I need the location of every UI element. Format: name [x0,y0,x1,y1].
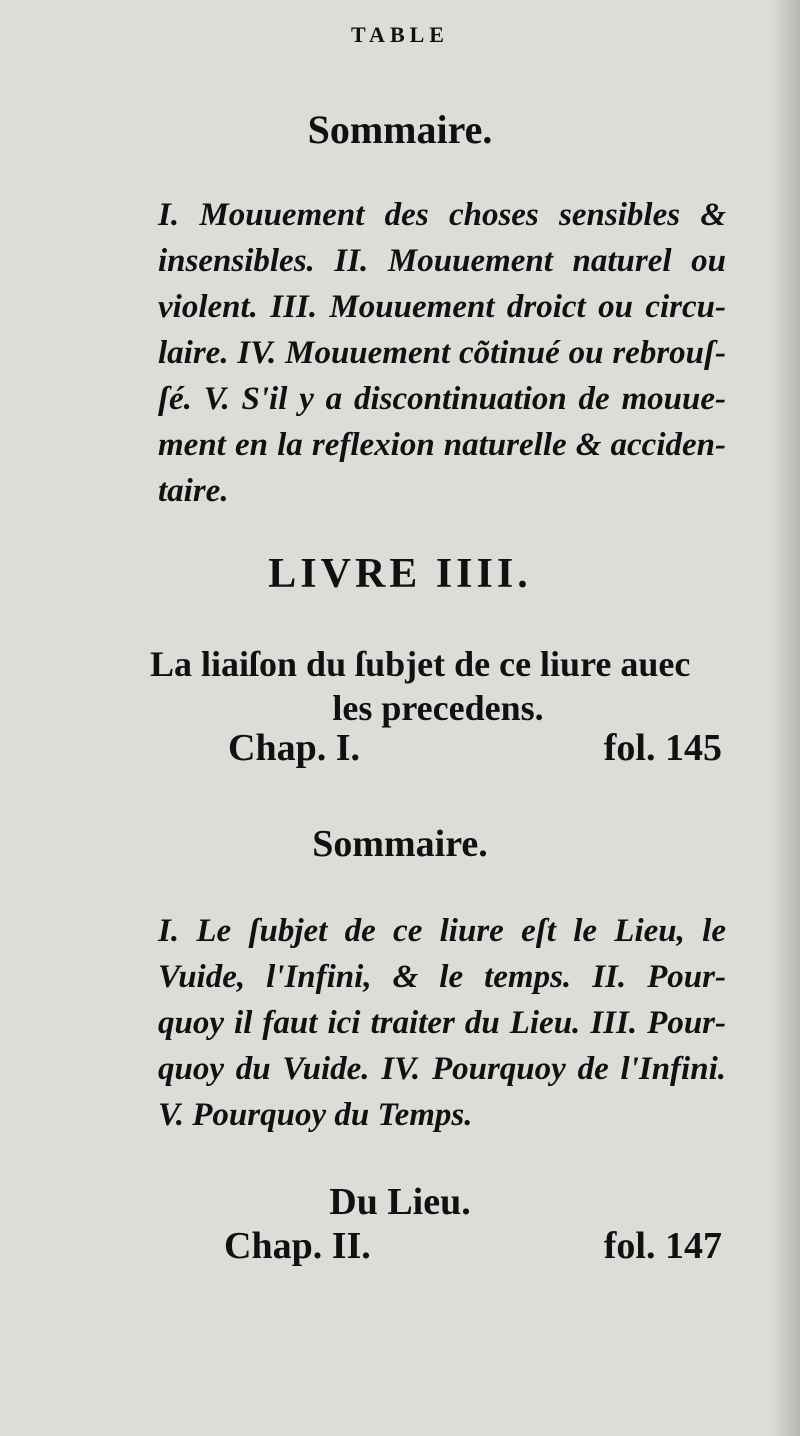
chapter-1-label: Chap. I. [228,727,360,769]
summary-text-2 [158,908,726,1138]
summary-1-line: ſé. V. S'il y a discontinuation de mouue- [158,381,726,417]
summary-2-line: quoy du Vuide. IV. Pourquoy de l'Infini. [158,1051,726,1087]
summary-heading-1: Sommaire. [307,107,493,152]
chapter-2-label: Chap. II. [224,1225,371,1267]
book-title [150,642,726,730]
chapter-2-folio: fol. 147 [603,1225,722,1267]
summary-1-line: insensibles. II. Mouuement naturel ou [158,243,726,279]
summary-1-line: taire. [158,473,229,509]
summary-2-line: I. Le ſubjet de ce liure eſt le Lieu, le [158,913,726,949]
summary-1-line: laire. IV. Mouuement cõtinué ou rebrouſ- [158,335,726,371]
summary-1-line: ment en la reflexion naturelle & acciden- [158,427,726,463]
book-title-line-1: La liaiſon du ſubjet de ce liure auec [150,644,691,684]
summary-2-line: quoy il faut ici traiter du Lieu. III. Pour- [158,1005,726,1041]
book-title-line-2: les precedens. [332,688,544,728]
summary-2-line: Vuide, l'Infini, & le temps. II. Pour- [158,959,726,995]
summary-text-1 [158,192,726,514]
chapter-1-folio: fol. 145 [603,727,722,769]
summary-1-line: violent. III. Mouuement droict ou circu- [158,289,726,325]
summary-heading-2: Sommaire. [312,823,488,865]
chapter-2-heading: Du Lieu. [329,1181,471,1223]
running-head: TABLE [351,22,449,47]
summary-2-line: V. Pourquoy du Temps. [158,1097,473,1133]
book-heading: LIVRE IIII. [268,551,532,597]
summary-1-line: I. Mouuement des choses sensibles & [158,197,726,233]
